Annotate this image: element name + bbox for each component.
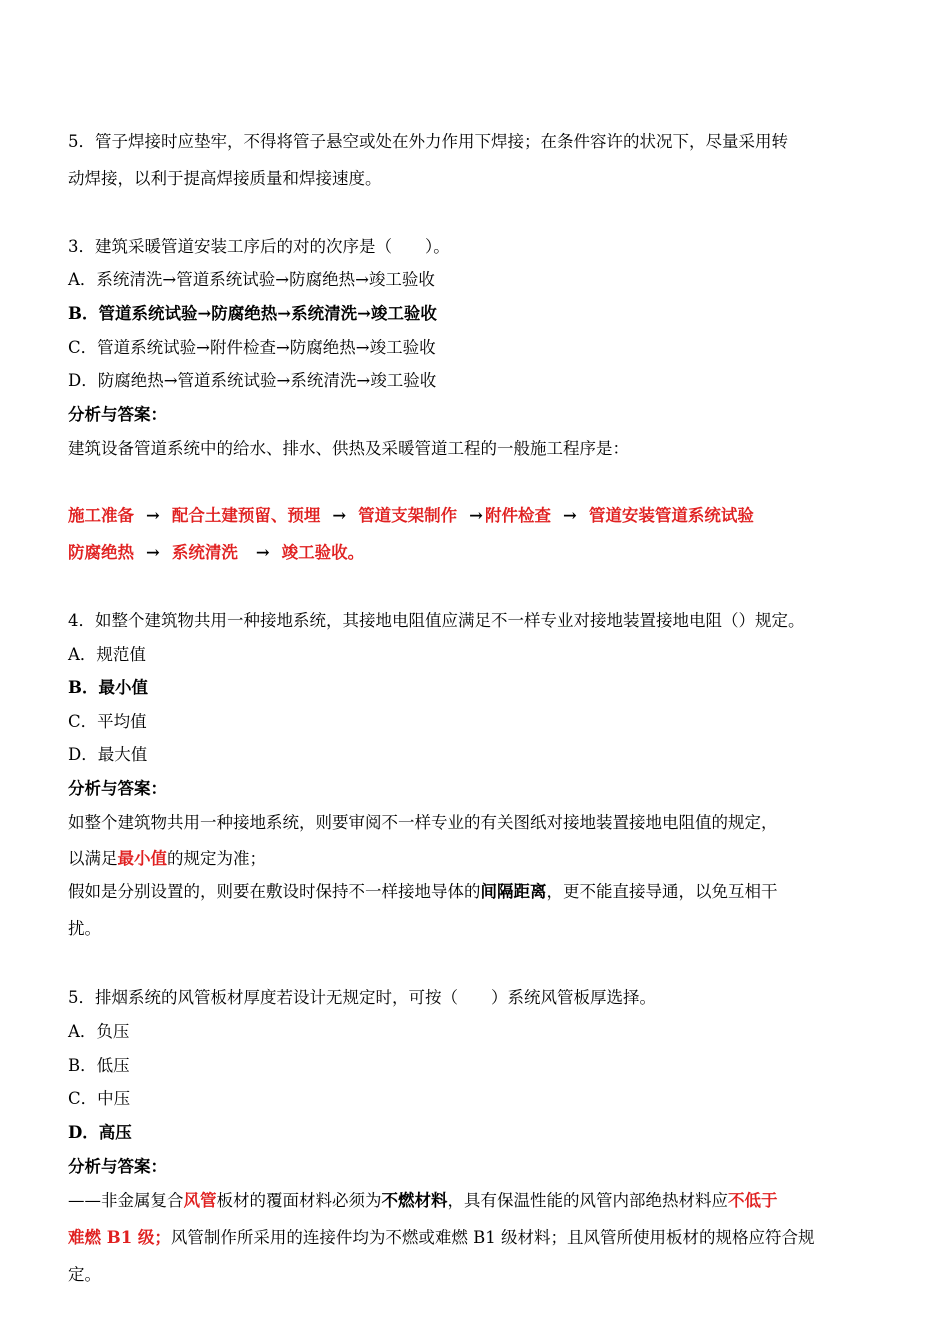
- bold-text: 间隔距离: [480, 882, 547, 901]
- analysis-header: 分析与答案：: [68, 779, 167, 798]
- bold-text: 不燃材料: [381, 1191, 448, 1210]
- option-c: C．平均值: [68, 712, 147, 731]
- option-b-answer: B．最小值: [68, 678, 148, 697]
- analysis-text: [68, 880, 778, 904]
- flow-step: 管道支架制作: [358, 506, 458, 525]
- question-stem: 5．排烟系统的风管板材厚度若设计无规定时，可按（ ）系统风管板厚选择。: [68, 988, 656, 1007]
- text-run: 的规定为准；: [167, 849, 266, 868]
- analysis-text: 定。: [68, 1265, 101, 1284]
- paragraph-line: 5．管子焊接时应垫牢，不得将管子悬空或处在外力作用下焊接；在条件容许的状况下，尽量采用转: [68, 132, 788, 151]
- option-a: A．系统清洗→管道系统试验→防腐绝热→竣工验收: [68, 270, 435, 289]
- text-run: ，更不能直接导通，以免互相干: [546, 882, 778, 901]
- question-stem: 3．建筑采暖管道安装工序后的对的次序是（ ）。: [68, 237, 450, 256]
- arrow-icon: →: [146, 543, 160, 562]
- flow-step: 系统清洗: [171, 543, 238, 562]
- analysis-text: [68, 1226, 815, 1250]
- analysis-text: 扰。: [68, 919, 101, 938]
- analysis-text: [68, 1189, 778, 1213]
- flow-step: 竣工验收。: [281, 543, 365, 562]
- arrow-icon: →: [469, 506, 483, 525]
- highlight-text: 不低于: [728, 1191, 778, 1210]
- option-c: C．管道系统试验→附件检查→防腐绝热→竣工验收: [68, 338, 436, 357]
- option-b: B．低压: [68, 1056, 130, 1075]
- flow-step: 施工准备: [68, 506, 134, 525]
- paragraph-line: 动焊接，以利于提高焊接质量和焊接速度。: [68, 169, 382, 188]
- arrow-icon: →: [562, 506, 577, 525]
- flow-step: 附件检查: [484, 506, 551, 525]
- highlight-text: 难燃 B1 级；: [68, 1228, 171, 1247]
- option-b-answer: B．管道系统试验→防腐绝热→系统清洗→竣工验收: [68, 304, 437, 323]
- analysis-text: 建筑设备管道系统中的给水、排水、供热及采暖管道工程的一般施工程序是：: [68, 439, 629, 458]
- option-c: C．中压: [68, 1089, 131, 1108]
- text-run: 风管制作所采用的连接件均为不燃或难燃 B1 级材料；且风管所使用板材的规格应符合规: [170, 1228, 815, 1247]
- text-run: 以满足: [68, 849, 118, 868]
- text-run: 板材的覆面材料必须为: [216, 1191, 382, 1210]
- analysis-text: 如整个建筑物共用一种接地系统，则要审阅不一样专业的有关图纸对接地装置接地电阻值的规定，: [68, 813, 778, 832]
- procedure-flow-line-1: [68, 504, 754, 528]
- option-d: D．最大值: [68, 745, 148, 764]
- highlight-text: 最小值: [117, 849, 167, 868]
- flow-step: 配合土建预留、预埋: [171, 506, 321, 525]
- arrow-icon: →: [255, 543, 270, 562]
- option-a: A．负压: [68, 1022, 130, 1041]
- arrow-icon: →: [332, 506, 347, 525]
- analysis-text: [68, 847, 266, 871]
- text-run: ——非金属复合: [68, 1191, 184, 1210]
- analysis-header: 分析与答案：: [68, 405, 167, 424]
- option-d: D．防腐绝热→管道系统试验→系统清洗→竣工验收: [68, 371, 437, 390]
- arrow-icon: →: [146, 506, 160, 525]
- text-run: 假如是分别设置的，则要在敷设时保持不一样接地导体的: [68, 882, 481, 901]
- flow-step: 防腐绝热: [68, 543, 134, 562]
- option-d-answer: D．高压: [68, 1123, 132, 1142]
- analysis-header: 分析与答案：: [68, 1157, 167, 1176]
- option-a: A．规范值: [68, 645, 146, 664]
- question-stem: 4．如整个建筑物共用一种接地系统，其接地电阻值应满足不一样专业对接地装置接地电阻（）规定。: [68, 611, 805, 630]
- flow-step: 管道安装管道系统试验: [588, 506, 754, 525]
- highlight-text: 风管: [183, 1191, 217, 1210]
- text-run: ，具有保温性能的风管内部绝热材料应: [447, 1191, 728, 1210]
- procedure-flow-line-2: [68, 541, 364, 565]
